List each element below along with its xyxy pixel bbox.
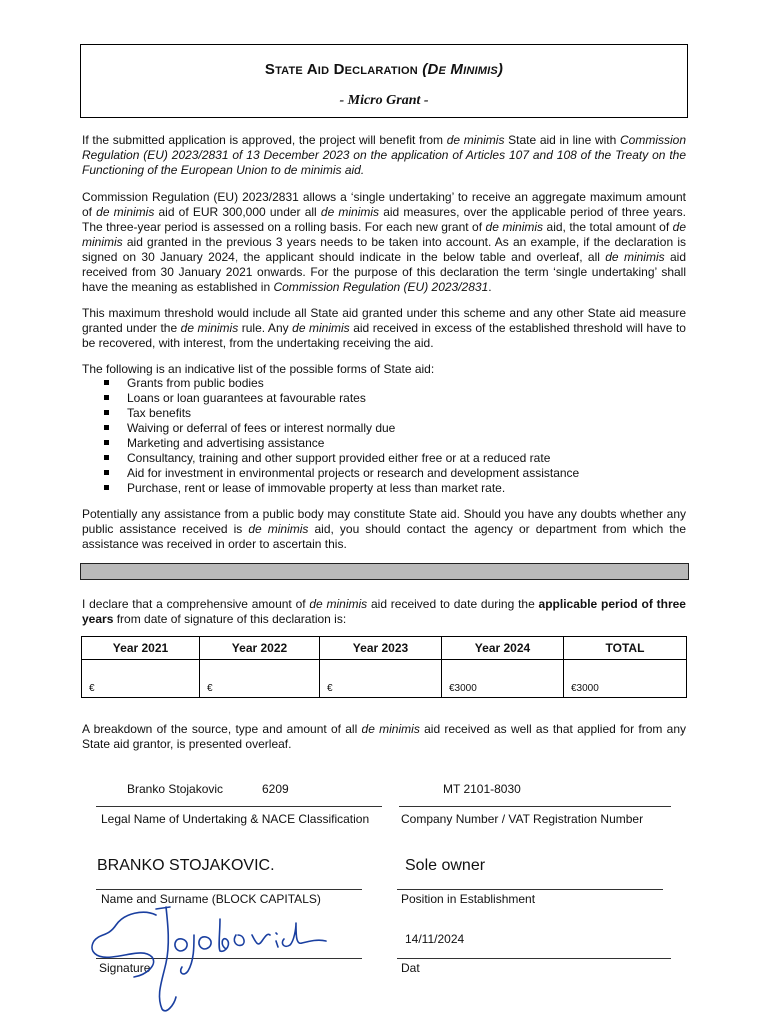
text-run-italic: de minimis: [180, 321, 239, 335]
text-run: aid received from 30 January 2021 onwards. For the purpose of this declaration the term ‘single undertaking’ shall have the meaning as established in: [82, 250, 686, 294]
text-run: from date of signature of this declaration is:: [113, 612, 347, 626]
document-title: [81, 61, 687, 78]
text-run: I declare that a comprehensive amount of: [82, 597, 310, 611]
date-label: Dat: [401, 961, 420, 975]
text-run: aid received in excess of the established threshold will have to be recovered, with interest, from the undertaking receiving the aid.: [82, 321, 686, 350]
text-run-italic: de minimis: [309, 597, 368, 611]
paragraph-threshold: [82, 190, 686, 295]
text-run-italic: de minimis: [361, 722, 420, 736]
list-item: Tax benefits: [100, 406, 690, 421]
table-row: [82, 660, 687, 698]
company-number-value[interactable]: MT 2101-8030: [443, 782, 521, 796]
handwritten-signature[interactable]: [86, 905, 336, 1015]
amount-year-2023-field[interactable]: €: [320, 660, 442, 698]
company-number-underline: [399, 806, 671, 807]
text-run-italic: de minimis: [485, 220, 544, 234]
table-header-year-2024: Year 2024: [442, 637, 564, 660]
list-item: Marketing and advertising assistance: [100, 436, 690, 451]
amount-year-2024-field[interactable]: €3000: [442, 660, 564, 698]
text-run: aid granted in the previous 3 years needs to be taken into account. As an example, if the declaration is signed on 30 January 2024, the applicant should indicate in the below table and overleaf, all: [82, 235, 686, 264]
list-item: Loans or loan guarantees at favourable rates: [100, 391, 690, 406]
text-run: aid received to date during the: [367, 597, 539, 611]
table-header-year-2023: Year 2023: [320, 637, 442, 660]
text-run: aid measures, over the applicable period of three years. The three-year period is assessed on a rolling basis. For each new grant of: [82, 205, 686, 234]
title-box: [80, 44, 688, 118]
date-value[interactable]: 14/11/2024: [405, 932, 465, 946]
name-underline: [96, 889, 362, 890]
section-divider-bar: [80, 563, 689, 580]
document-subtitle: - Micro Grant -: [339, 93, 429, 108]
paragraph-breakdown: [82, 722, 686, 752]
list-item: Purchase, rent or lease of immovable property at less than market rate.: [100, 481, 690, 496]
amount-total-field[interactable]: €3000: [564, 660, 687, 698]
text-run: A breakdown of the source, type and amount of all: [82, 722, 362, 736]
text-run: This maximum threshold would include all State aid granted under this scheme and any other State aid measure granted under the: [82, 306, 686, 335]
text-run: aid received as well as that applied for from any State aid grantor, is presented overleaf.: [82, 722, 686, 751]
amount-year-2021-field[interactable]: €: [82, 660, 200, 698]
de-minimis-aid-table: [81, 636, 687, 698]
title-de-minimis: (De Minimis): [422, 61, 504, 78]
table-header-year-2021: Year 2021: [82, 637, 200, 660]
text-run-italic: de minimis: [446, 133, 505, 147]
table-header-row: [82, 637, 687, 660]
list-item: Consultancy, training and other support provided either free or at a reduced rate: [100, 451, 690, 466]
legal-name-label: Legal Name of Undertaking & NACE Classification: [101, 812, 370, 826]
text-run-italic: de minimis: [292, 321, 350, 335]
list-item: Grants from public bodies: [100, 376, 690, 391]
name-surname-value[interactable]: BRANKO STOJAKOVIC.: [97, 857, 275, 874]
paragraph-forms-intro: The following is an indicative list of the possible forms of State aid:: [82, 362, 435, 376]
text-run-italic: de minimis: [605, 250, 665, 264]
nace-value[interactable]: 6209: [262, 782, 289, 796]
text-run: rule. Any: [238, 321, 293, 335]
paragraph-intro: [82, 133, 686, 178]
position-value[interactable]: Sole owner: [405, 857, 486, 874]
text-run-italic: de minimis: [320, 205, 380, 219]
legal-name-underline: [96, 806, 382, 807]
list-item: Aid for investment in environmental projects or research and development assistance: [100, 466, 690, 481]
state-aid-forms-list: [100, 376, 690, 496]
name-surname-label: Name and Surname (BLOCK CAPITALS): [101, 892, 321, 906]
text-run: aid, you should contact the agency or department from which the assistance was received in order to ascertain this.: [82, 522, 686, 551]
title-main-text: State Aid Declaration: [264, 61, 418, 78]
position-underline: [397, 889, 663, 890]
amount-year-2022-field[interactable]: €: [200, 660, 320, 698]
text-run-italic: de minimis: [82, 220, 687, 249]
paragraph-doubts: [82, 507, 686, 552]
text-run: Potentially any assistance from a public body may constitute State aid. Should you have any doubts whether any public assistance received is: [82, 507, 686, 536]
table-header-year-2022: Year 2022: [200, 637, 320, 660]
paragraph-declaration: [82, 597, 686, 627]
text-run: Commission Regulation (EU) 2023/2831 allows a ‘single undertaking’ to receive an aggregate maximum amount of: [82, 190, 686, 219]
regulation-reference: Commission Regulation (EU) 2023/2831 of 13 December 2023 on the application of Articles 107 and 108 of the Treaty on the Functioning of the European Union to de minimis aid.: [82, 133, 686, 177]
text-run-italic: de minimis: [96, 205, 155, 219]
list-item: Waiving or deferral of fees or interest normally due: [100, 421, 690, 436]
company-number-label: Company Number / VAT Registration Number: [401, 812, 644, 826]
text-run: State aid in line with: [504, 133, 620, 147]
text-run-bold: applicable period of three years: [82, 597, 686, 626]
position-label: Position in Establishment: [401, 892, 536, 906]
legal-name-value[interactable]: Branko Stojakovic: [127, 782, 224, 796]
paragraph-recovery: [82, 306, 686, 351]
text-run: aid, the total amount of: [543, 220, 673, 234]
date-underline: [397, 958, 671, 959]
regulation-reference: Commission Regulation (EU) 2023/2831: [273, 280, 489, 294]
text-run: .: [488, 280, 492, 294]
signature-label: Signature: [99, 961, 151, 975]
text-run: aid of EUR 300,000 under all: [154, 205, 321, 219]
table-header-total: TOTAL: [564, 637, 687, 660]
text-run: If the submitted application is approved, the project will benefit from: [82, 133, 447, 147]
text-run-italic: de minimis: [248, 522, 309, 536]
